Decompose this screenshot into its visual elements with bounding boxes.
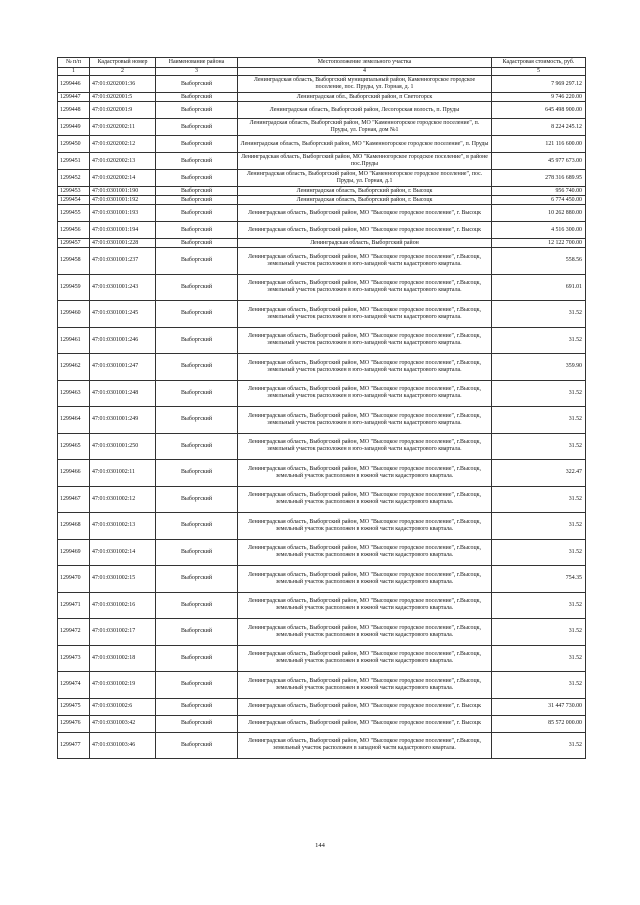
row-number-cell: 1299471 bbox=[58, 592, 90, 619]
cadastral-number-cell: 47:01:0301002:18 bbox=[90, 645, 156, 672]
location-cell: Ленинградская область, Выборгский район, МО "Высоцкое городское поселение", г. Высоцк bbox=[238, 222, 492, 239]
location-cell: Ленинградская область, Выборгский район, МО "Высоцкое городское поселение", г.Высоцк, земельный участок расположен в южной части кадастрового квартала. bbox=[238, 672, 492, 699]
district-cell: Выборгский bbox=[156, 205, 238, 222]
row-number-cell: 1299464 bbox=[58, 407, 90, 434]
row-number-cell: 1299457 bbox=[58, 239, 90, 248]
location-cell: Ленинградская область, Выборгский муниципальный район, Каменногорское городское поселение, пос. Пруды, ул. Горная, д. 1 bbox=[238, 76, 492, 93]
table-row bbox=[58, 592, 586, 619]
location-cell: Ленинградская область, Выборгский район, МО "Высоцкое городское поселение", г.Высоцк, земельный участок расположен в южной части кадастрового квартала. bbox=[238, 566, 492, 593]
location-cell: Ленинградская область, Выборгский район, МО "Высоцкое городское поселение", г.Высоцк, земельный участок расположен в южной части кадастрового квартала. bbox=[238, 513, 492, 540]
table-row bbox=[58, 354, 586, 381]
row-number-cell: 1299446 bbox=[58, 76, 90, 93]
location-cell: Ленинградская область, Выборгский район, МО "Каменногорское городское поселение", п. Пруды bbox=[238, 136, 492, 153]
location-cell: Ленинградская обл., Выборгский район, п Светогорск bbox=[238, 93, 492, 102]
row-number-cell: 1299447 bbox=[58, 93, 90, 102]
location-cell: Ленинградская область, Выборгский район, МО "Высоцкое городское поселение", г.Высоцк, земельный участок расположен в южной части кадастрового квартала. bbox=[238, 486, 492, 513]
district-cell: Выборгский bbox=[156, 274, 238, 301]
table-row bbox=[58, 715, 586, 732]
cadastral-number-cell: 47:01:0301002:16 bbox=[90, 592, 156, 619]
cadastral-number-cell: 47:01:0202002:14 bbox=[90, 170, 156, 187]
cost-cell: 31.52 bbox=[492, 486, 586, 513]
cost-cell: 4 516 300.00 bbox=[492, 222, 586, 239]
row-number-cell: 1299453 bbox=[58, 187, 90, 196]
cadastral-number-cell: 47:01:0202002:12 bbox=[90, 136, 156, 153]
district-cell: Выборгский bbox=[156, 301, 238, 328]
table-row bbox=[58, 732, 586, 759]
cadastral-number-cell: 47:01:0301001:194 bbox=[90, 222, 156, 239]
cost-cell: 31.52 bbox=[492, 539, 586, 566]
cadastral-number-cell: 47:01:0301002:11 bbox=[90, 460, 156, 487]
column-number: 2 bbox=[90, 68, 156, 76]
district-cell: Выборгский bbox=[156, 486, 238, 513]
location-cell: Ленинградская область, Выборгский район, г. Высоцк bbox=[238, 196, 492, 205]
table-row bbox=[58, 698, 586, 715]
cost-cell: 8 224 245.12 bbox=[492, 119, 586, 136]
district-cell: Выборгский bbox=[156, 732, 238, 759]
row-number-cell: 1299456 bbox=[58, 222, 90, 239]
table-row bbox=[58, 119, 586, 136]
cadastral-number-cell: 47:01:0301002:14 bbox=[90, 539, 156, 566]
header-district: Наименование района bbox=[156, 58, 238, 68]
column-number: 3 bbox=[156, 68, 238, 76]
table-row bbox=[58, 380, 586, 407]
row-number-cell: 1299463 bbox=[58, 380, 90, 407]
table-row bbox=[58, 513, 586, 540]
row-number-cell: 1299467 bbox=[58, 486, 90, 513]
table-row bbox=[58, 274, 586, 301]
row-number-cell: 1299465 bbox=[58, 433, 90, 460]
district-cell: Выборгский bbox=[156, 93, 238, 102]
cost-cell: 322.47 bbox=[492, 460, 586, 487]
cadastral-number-cell: 47:01:0301001:190 bbox=[90, 187, 156, 196]
table-row bbox=[58, 187, 586, 196]
table-row bbox=[58, 248, 586, 275]
cadastral-number-cell: 47:01:0301001:250 bbox=[90, 433, 156, 460]
location-cell: Ленинградская область, Выборгский район, МО "Высоцкое городское поселение", г. Высоцк bbox=[238, 205, 492, 222]
cadastral-number-cell: 47:01:0301001:228 bbox=[90, 239, 156, 248]
table-row bbox=[58, 205, 586, 222]
table-row bbox=[58, 619, 586, 646]
cost-cell: 691.01 bbox=[492, 274, 586, 301]
cadastral-number-cell: 47:01:0301003:46 bbox=[90, 732, 156, 759]
cadastral-number-cell: 47:01:0301002:6 bbox=[90, 698, 156, 715]
location-cell: Ленинградская область, Выборгский район, МО "Каменногорское городское поселение", в районе пос.Пруды bbox=[238, 153, 492, 170]
location-cell: Ленинградская область, Выборгский район, МО "Высоцкое городское поселение", г.Высоцк, земельный участок расположен в юго-западной части кадастрового квартала. bbox=[238, 301, 492, 328]
location-cell: Ленинградская область, Выборгский район bbox=[238, 239, 492, 248]
row-number-cell: 1299472 bbox=[58, 619, 90, 646]
district-cell: Выборгский bbox=[156, 619, 238, 646]
location-cell: Ленинградская область, Выборгский район, МО "Высоцкое городское поселение", г.Высоцк, земельный участок расположен в юго-западной части кадастрового квартала. bbox=[238, 327, 492, 354]
district-cell: Выборгский bbox=[156, 715, 238, 732]
row-number-cell: 1299450 bbox=[58, 136, 90, 153]
cost-cell: 31.52 bbox=[492, 380, 586, 407]
district-cell: Выборгский bbox=[156, 76, 238, 93]
location-cell: Ленинградская область, Выборгский район, МО "Каменногорское городское поселение", пос. Пруды, ул. Горная, д.1 bbox=[238, 170, 492, 187]
cost-cell: 9 746 220.00 bbox=[492, 93, 586, 102]
district-cell: Выборгский bbox=[156, 698, 238, 715]
row-number-cell: 1299451 bbox=[58, 153, 90, 170]
table-row bbox=[58, 170, 586, 187]
cadastral-number-cell: 47:01:0301001:248 bbox=[90, 380, 156, 407]
cost-cell: 31.52 bbox=[492, 433, 586, 460]
district-cell: Выборгский bbox=[156, 222, 238, 239]
table-row bbox=[58, 93, 586, 102]
row-number-cell: 1299462 bbox=[58, 354, 90, 381]
header-cost: Кадастровая стоимость, руб. bbox=[492, 58, 586, 68]
district-cell: Выборгский bbox=[156, 196, 238, 205]
district-cell: Выборгский bbox=[156, 102, 238, 119]
district-cell: Выборгский bbox=[156, 380, 238, 407]
row-number-cell: 1299455 bbox=[58, 205, 90, 222]
cadastral-number-cell: 47:01:0301001:245 bbox=[90, 301, 156, 328]
column-number-row bbox=[58, 68, 586, 76]
location-cell: Ленинградская область, Выборгский район, МО "Высоцкое городское поселение", г.Высоцк, земельный участок расположен в юго-западной части кадастрового квартала. bbox=[238, 380, 492, 407]
cadastral-number-cell: 47:01:0301001:249 bbox=[90, 407, 156, 434]
cadastral-number-cell: 47:01:0301001:237 bbox=[90, 248, 156, 275]
table-row bbox=[58, 76, 586, 93]
column-number: 5 bbox=[492, 68, 586, 76]
table-row bbox=[58, 136, 586, 153]
table-row bbox=[58, 153, 586, 170]
row-number-cell: 1299460 bbox=[58, 301, 90, 328]
table-header-row bbox=[58, 58, 586, 68]
cost-cell: 31.52 bbox=[492, 645, 586, 672]
district-cell: Выборгский bbox=[156, 187, 238, 196]
row-number-cell: 1299468 bbox=[58, 513, 90, 540]
cost-cell: 121 116 600.00 bbox=[492, 136, 586, 153]
cadastral-number-cell: 47:01:0202001:5 bbox=[90, 93, 156, 102]
cost-cell: 31.52 bbox=[492, 513, 586, 540]
column-number: 1 bbox=[58, 68, 90, 76]
cost-cell: 956 740.00 bbox=[492, 187, 586, 196]
row-number-cell: 1299473 bbox=[58, 645, 90, 672]
location-cell: Ленинградская область, Выборгский район, МО "Высоцкое городское поселение", г.Высоцк, земельный участок расположен в южной части кадастрового квартала. bbox=[238, 619, 492, 646]
table-row bbox=[58, 672, 586, 699]
cost-cell: 45 977 673.00 bbox=[492, 153, 586, 170]
cadastral-number-cell: 47:01:0301001:246 bbox=[90, 327, 156, 354]
cost-cell: 31.52 bbox=[492, 732, 586, 759]
row-number-cell: 1299477 bbox=[58, 732, 90, 759]
table-row bbox=[58, 222, 586, 239]
table-row bbox=[58, 645, 586, 672]
cost-cell: 85 572 000.00 bbox=[492, 715, 586, 732]
table-row bbox=[58, 407, 586, 434]
cost-cell: 558.56 bbox=[492, 248, 586, 275]
table-body bbox=[58, 76, 586, 759]
cost-cell: 31.52 bbox=[492, 672, 586, 699]
cadastral-number-cell: 47:01:0301002:19 bbox=[90, 672, 156, 699]
district-cell: Выборгский bbox=[156, 513, 238, 540]
location-cell: Ленинградская область, Выборгский район, МО "Высоцкое городское поселение", г.Высоцк, земельный участок расположен в южной части кадастрового квартала. bbox=[238, 592, 492, 619]
location-cell: Ленинградская область, Выборгский район, МО "Высоцкое городское поселение", г.Высоцк, земельный участок расположен в юго-западной части кадастрового квартала. bbox=[238, 407, 492, 434]
table-row bbox=[58, 460, 586, 487]
header-location: Местоположение земельного участка bbox=[238, 58, 492, 68]
cadastral-number-cell: 47:01:0301002:12 bbox=[90, 486, 156, 513]
row-number-cell: 1299466 bbox=[58, 460, 90, 487]
cadastral-number-cell: 47:01:0301001:192 bbox=[90, 196, 156, 205]
district-cell: Выборгский bbox=[156, 239, 238, 248]
cost-cell: 31 447 730.00 bbox=[492, 698, 586, 715]
district-cell: Выборгский bbox=[156, 566, 238, 593]
district-cell: Выборгский bbox=[156, 539, 238, 566]
cadastral-number-cell: 47:01:0301002:15 bbox=[90, 566, 156, 593]
cost-cell: 12 122 700.00 bbox=[492, 239, 586, 248]
district-cell: Выборгский bbox=[156, 153, 238, 170]
cadastral-number-cell: 47:01:0301002:13 bbox=[90, 513, 156, 540]
row-number-cell: 1299448 bbox=[58, 102, 90, 119]
cost-cell: 31.52 bbox=[492, 619, 586, 646]
page-number: 144 bbox=[315, 842, 325, 849]
location-cell: Ленинградская область, Выборгский район, МО "Высоцкое городское поселение", г.Высоцк, земельный участок расположен в южной части кадастрового квартала. bbox=[238, 645, 492, 672]
cost-cell: 6 774 450.00 bbox=[492, 196, 586, 205]
row-number-cell: 1299459 bbox=[58, 274, 90, 301]
location-cell: Ленинградская область, Выборгский район, МО "Высоцкое городское поселение", г.Высоцк, земельный участок расположен в южной части кадастрового квартала. bbox=[238, 460, 492, 487]
cadastral-number-cell: 47:01:0301001:193 bbox=[90, 205, 156, 222]
cadastral-number-cell: 47:01:0301002:17 bbox=[90, 619, 156, 646]
cost-cell: 31.52 bbox=[492, 327, 586, 354]
table-row bbox=[58, 102, 586, 119]
row-number-cell: 1299475 bbox=[58, 698, 90, 715]
district-cell: Выборгский bbox=[156, 170, 238, 187]
table-row bbox=[58, 433, 586, 460]
location-cell: Ленинградская область, Выборгский район, МО "Высоцкое городское поселение", г.Высоцк, земельный участок расположен в юго-западной части кадастрового квартала. bbox=[238, 274, 492, 301]
table-row bbox=[58, 486, 586, 513]
cost-cell: 645 498 900.00 bbox=[492, 102, 586, 119]
district-cell: Выборгский bbox=[156, 327, 238, 354]
row-number-cell: 1299461 bbox=[58, 327, 90, 354]
table-row bbox=[58, 196, 586, 205]
table-row bbox=[58, 566, 586, 593]
district-cell: Выборгский bbox=[156, 645, 238, 672]
cadastral-table bbox=[57, 57, 586, 759]
location-cell: Ленинградская область, Выборгский район, МО "Высоцкое городское поселение", г.Высоцк, земельный участок расположен в юго-западной части кадастрового квартала. bbox=[238, 433, 492, 460]
location-cell: Ленинградская область, Выборгский район, МО "Высоцкое городское поселение", г.Высоцк, земельный участок расположен в западной части кадастрового квартала. bbox=[238, 732, 492, 759]
cadastral-number-cell: 47:01:0202002:13 bbox=[90, 153, 156, 170]
district-cell: Выборгский bbox=[156, 672, 238, 699]
district-cell: Выборгский bbox=[156, 119, 238, 136]
row-number-cell: 1299470 bbox=[58, 566, 90, 593]
table-row bbox=[58, 239, 586, 248]
cost-cell: 31.52 bbox=[492, 301, 586, 328]
location-cell: Ленинградская область, Выборгский район, МО "Высоцкое городское поселение", г. Высоцк bbox=[238, 698, 492, 715]
row-number-cell: 1299449 bbox=[58, 119, 90, 136]
cadastral-number-cell: 47:01:0301001:243 bbox=[90, 274, 156, 301]
row-number-cell: 1299454 bbox=[58, 196, 90, 205]
location-cell: Ленинградская область, Выборгский район, МО "Высоцкое городское поселение", г.Высоцк, земельный участок расположен в юго-западной части кадастрового квартала. bbox=[238, 248, 492, 275]
cost-cell: 359.90 bbox=[492, 354, 586, 381]
row-number-cell: 1299452 bbox=[58, 170, 90, 187]
table-row bbox=[58, 539, 586, 566]
cadastral-number-cell: 47:01:0301001:247 bbox=[90, 354, 156, 381]
cost-cell: 754.35 bbox=[492, 566, 586, 593]
table-row bbox=[58, 301, 586, 328]
district-cell: Выборгский bbox=[156, 460, 238, 487]
district-cell: Выборгский bbox=[156, 248, 238, 275]
location-cell: Ленинградская область, Выборгский район, МО "Высоцкое городское поселение", г.Высоцк, земельный участок расположен в южной части кадастрового квартала. bbox=[238, 539, 492, 566]
table-row bbox=[58, 327, 586, 354]
location-cell: Ленинградская область, Выборгский район, МО "Высоцкое городское поселение", г. Высоцк bbox=[238, 715, 492, 732]
cadastral-number-cell: 47:01:0202001:9 bbox=[90, 102, 156, 119]
location-cell: Ленинградская область, Выборгский район, МО "Высоцкое городское поселение", г.Высоцк, земельный участок расположен в юго-западной части кадастрового квартала. bbox=[238, 354, 492, 381]
district-cell: Выборгский bbox=[156, 592, 238, 619]
header-cadastral-number: Кадастровый номер bbox=[90, 58, 156, 68]
row-number-cell: 1299474 bbox=[58, 672, 90, 699]
row-number-cell: 1299469 bbox=[58, 539, 90, 566]
district-cell: Выборгский bbox=[156, 407, 238, 434]
cost-cell: 7 969 297.12 bbox=[492, 76, 586, 93]
cost-cell: 31.52 bbox=[492, 407, 586, 434]
column-number: 4 bbox=[238, 68, 492, 76]
district-cell: Выборгский bbox=[156, 136, 238, 153]
district-cell: Выборгский bbox=[156, 433, 238, 460]
cost-cell: 10 262 880.00 bbox=[492, 205, 586, 222]
row-number-cell: 1299458 bbox=[58, 248, 90, 275]
cadastral-number-cell: 47:01:0202002:11 bbox=[90, 119, 156, 136]
location-cell: Ленинградская область, Выборгский район, МО "Каменногорское городское поселение", п. Пруды, ул. Горная, дом №1 bbox=[238, 119, 492, 136]
cost-cell: 278 316 689.95 bbox=[492, 170, 586, 187]
district-cell: Выборгский bbox=[156, 354, 238, 381]
cadastral-number-cell: 47:01:0202001:36 bbox=[90, 76, 156, 93]
row-number-cell: 1299476 bbox=[58, 715, 90, 732]
cost-cell: 31.52 bbox=[492, 592, 586, 619]
location-cell: Ленинградская область, Выборгский район, г. Высоцк bbox=[238, 187, 492, 196]
location-cell: Ленинградская область, Выборгский район, Лесогорская волость, п. Пруды bbox=[238, 102, 492, 119]
cadastral-number-cell: 47:01:0301003:42 bbox=[90, 715, 156, 732]
header-number: № п/п bbox=[58, 58, 90, 68]
